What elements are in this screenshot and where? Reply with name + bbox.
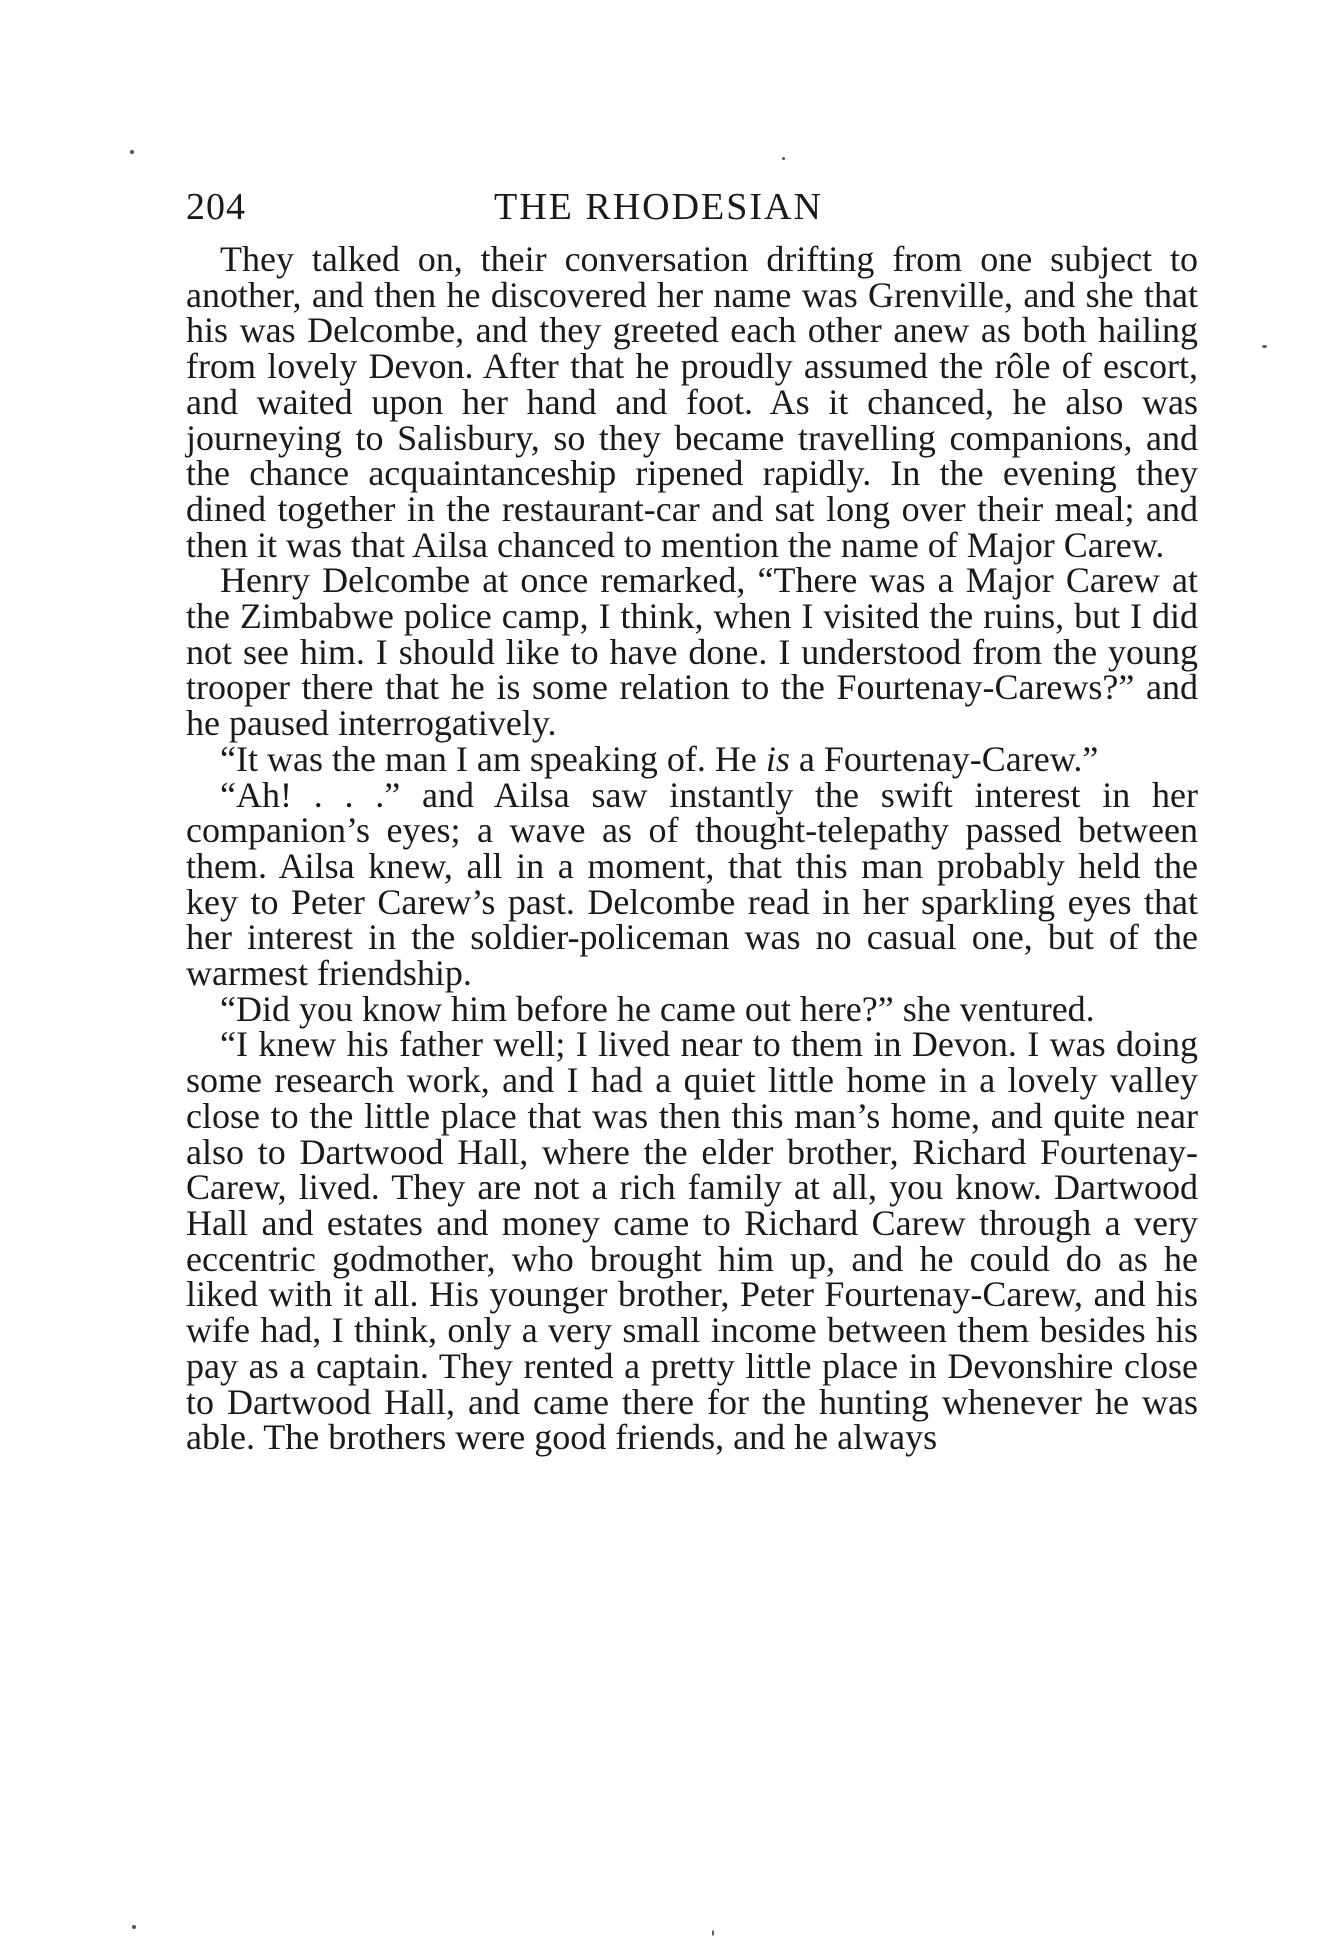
paragraph: “I knew his father well; I lived near to them in Devon. I was doing some research work, and I had a quiet little home in a lovely valley close to the little place that was then this man’s home, and quite near also to Dartwood Hall, where the elder brother, Richard Fourtenay-Carew, lived. They are not a rich family at all, you know. Dartwood Hall and estates and money came to Richard Carew through a very eccentric godmother, who brought him up, and he could do as he liked with it all. His younger brother, Peter Fourtenay-Carew, and his wife had, I think, only a very small income between them besides his pay as a captain. They rented a pretty little place in Devonshire close to Dartwood Hall, and came there for the hunting whenever he was able. The brothers were good friends, and he always xyxy=(186,1024,1198,1458)
scan-speck xyxy=(712,1930,714,1936)
paragraph: “Did you know him before he came out here?” she ventured. xyxy=(220,988,1095,1029)
paragraph: “Ah! . . .” and Ailsa saw instantly the swift interest in her companion’s eyes; a wave as of thought-telepathy passed between them. Ailsa knew, all in a moment, that this man probably held the key to Peter Carew’s past. Delcombe read in her sparkling eyes that her interest in the soldier-policeman was no casual one, but of the warmest friendship. xyxy=(186,774,1198,994)
page-number: 204 xyxy=(186,186,246,228)
running-head xyxy=(186,180,1198,234)
scan-speck xyxy=(782,157,785,160)
paragraph-text: a Fourtenay-Carew.” xyxy=(789,738,1099,779)
scan-speck xyxy=(132,1925,136,1929)
paragraph xyxy=(186,738,1198,779)
scan-speck xyxy=(1262,345,1267,348)
body-text xyxy=(186,239,1198,1458)
paragraph: Henry Delcombe at once remarked, “There was a Major Carew at the Zimbabwe police camp, I think, when I visited the ruins, but I did not see him. I should like to have done. I understood from the young trooper there that he is some relation to the Fourtenay-Carews?” and he paused interrogatively. xyxy=(186,560,1198,744)
emphasized-word: is xyxy=(765,738,790,779)
book-title: THE RHODESIAN xyxy=(494,186,823,228)
book-page xyxy=(186,180,1198,1456)
scan-speck xyxy=(130,150,134,154)
paragraph-text: “It was the man I am speaking of. He xyxy=(220,738,766,779)
paragraph: They talked on, their conversation drifting from one subject to another, and then he discovered her name was Grenville, and she that his was Delcombe, and they greeted each other anew as both hailing from lovely Devon. After that he proudly assumed the rôle of escort, and waited upon her hand and foot. As it chanced, he also was journeying to Salisbury, so they became travelling companions, and the chance acquaintanceship ripened rapidly. In the evening they dined together in the restaurant-car and sat long over their meal; and then it was that Ailsa chanced to mention the name of Major Carew. xyxy=(186,239,1198,565)
